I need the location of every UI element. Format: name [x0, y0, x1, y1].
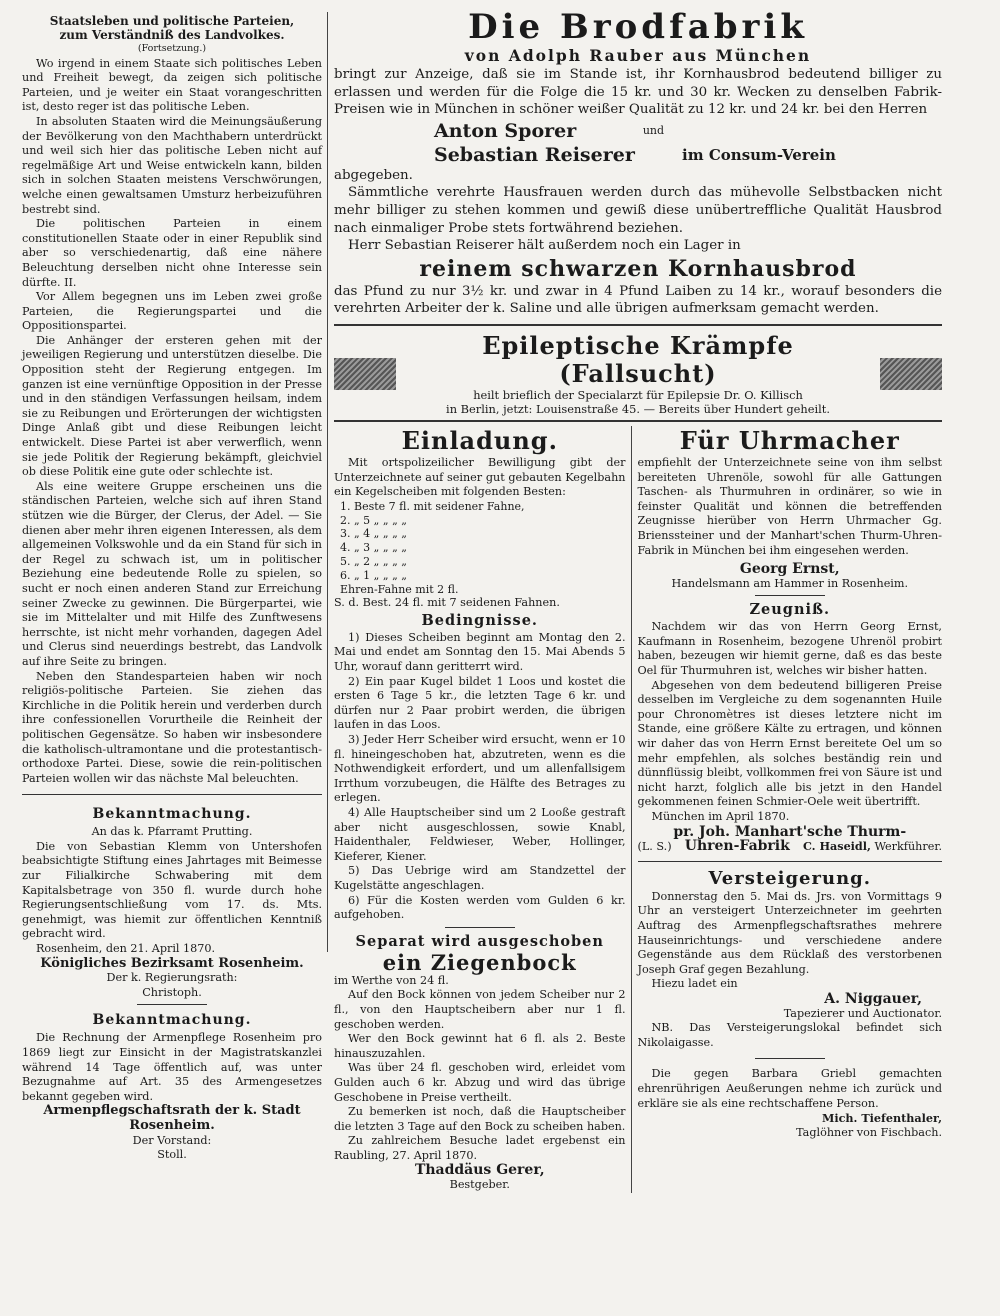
brod-und: und: [642, 123, 665, 137]
article-subtitle: zum Verständniß des Landvolkes.: [59, 28, 285, 42]
woodcut-ornament-right: [880, 358, 942, 390]
notice-role: Der k. Regierungsrath:: [106, 971, 238, 985]
epilepsy-text: in Berlin, jetzt: Louisenstraße 45. — Bereits über Hundert geheilt.: [446, 401, 830, 416]
retraction-text: Die gegen Barbara Griebl gemachten ehrenrührigen Aeußerungen nehme ich zurück und erkläre sie als eine rechtschaffene Person.: [637, 1067, 942, 1110]
notice-title: Bekanntmachung.: [92, 1012, 252, 1029]
foreman-name: C. Haseidl,: [802, 839, 871, 854]
two-column-ads: [334, 426, 942, 1193]
brod-name: Sebastian Reiserer: [434, 143, 635, 166]
goat-text: Zu bemerken ist noch, daß die Hauptscheiber die letzten 3 Tage auf den Bock zu scheiben haben.: [334, 1105, 626, 1133]
article-paragraph: Neben den Standesparteien haben wir noch religiös-politische Parteien. Sie ziehen das Kirchliche in die Politik herein und verderben durch ihre confessionellen Vorurtheile die Reinheit der politischen Gegensätze. So haben wir insbesondere die katholisch-ultramontane und die protestantisch-orthodoxe Partei. Diese, sowie die rein-politischen Parteien wollen wir das nächste Mal beleuchten.: [22, 669, 322, 785]
goat-text: Zu zahlreichem Besuche ladet ergebenst ein Raubling, 27. April 1870.: [334, 1134, 626, 1162]
condition-item: 3) Jeder Herr Scheiber wird ersucht, wenn er 10 fl. hineingeschoben hat, abzutreten, wenn es die Nothwendigkeit erfordert, und um allenfallsigem Irrthum vorzubeugen, die Hälfte des Betrages zu erlegen.: [334, 733, 626, 805]
article-title: Staatsleben und politische Parteien,: [49, 14, 295, 28]
firm-line: [638, 839, 942, 855]
prize-item: 4. „ 3 „ „ „ „: [340, 541, 407, 555]
einladung-intro: Mit ortspolizeilicher Bewilligung gibt der Unterzeichnete auf seiner gut gebauten Kegelbahn ein Kegelscheiben mit folgenden Besten:: [334, 455, 626, 499]
uhrmacher-column: [631, 426, 942, 1193]
notice-addressee: An das k. Pfarramt Prutting.: [91, 825, 253, 839]
brod-text: bringt zur Anzeige, daß sie im Stande ist, ihr Kornhausbrod bedeutend billiger zu erlassen und werden für die Folge die 15 kr. und 30 kr. Wecken zu denselben Fabrik-Preisen wie in München in schöner weißer Qualität zu 12 kr. und 24 kr. bei den Herren: [334, 67, 942, 118]
uhrmacher-name: Georg Ernst,: [739, 561, 840, 578]
divider: [445, 927, 515, 928]
versteigerung-title: Versteigerung.: [708, 867, 872, 889]
condition-item: 4) Alle Hauptscheiber sind um 2 Looße gestraft aber nicht ausgeschlossen, sowie Knabl, Haidenthaler, Feldwieser, Weber, Hollinger, Kieferer, Kiener.: [334, 806, 626, 863]
brod-title: Die Brodfabrik: [468, 7, 808, 47]
notice-title: Bekanntmachung.: [92, 806, 252, 823]
article-paragraph: Die politischen Parteien in einem constitutionellen Staate oder in einer Republik sind aber so verschiedenartig, daß eine nähere Beleuchtung derselben nicht ohne Interesse sein dürfte. II.: [22, 217, 322, 289]
article-paragraph: In absoluten Staaten wird die Meinungsäußerung der Bevölkerung von den Machthabern unterdrückt und weil sich hier das politische Leben nicht auf regelmäßige Art und Weise entwickeln kann, bilden sich in solchen Staaten meistens Verschwörungen, welche einen gewaltsamen Umsturz herbeizuführen bestrebt sind.: [22, 114, 322, 216]
condition-item: 5) Das Uebrige wird am Standzettel der Kugelstätte angeschlagen.: [334, 864, 626, 892]
column-rule: [327, 12, 328, 952]
goat-text: Wer den Bock gewinnt hat 6 fl. als 2. Beste hinauszuzahlen.: [334, 1032, 626, 1060]
versteigerung-text: Donnerstag den 5. Mai ds. Jrs. von Vormittags 9 Uhr an versteigert Unterzeichneter im geehrten Auftrag des Armenpflegschaftsrathes mehrere Hauseinrichtungs- und verschiedene andere Gegenstände aus dem Rücklaß des verstorbenen Joseph Graf gegen Bezahlung.: [637, 889, 942, 976]
conditions-title: Bedingnisse.: [421, 611, 538, 629]
zeugnis-text: Nachdem wir das von Herrn Georg Ernst, Kaufmann in Rosenheim, bezogene Uhrenöl probirt haben, bezeugen wir hiemit gerne, daß es das beste Oel für Thurmuhren ist, welches wir bisher hatten.: [637, 620, 942, 678]
prize-item: 6. „ 1 „ „ „ „: [340, 568, 407, 582]
uhrmacher-text: empfiehlt der Unterzeichnete seine von ihm selbst bereiteten Uhrenöle, sowohl für alle Gattungen Taschen- als Thurmuhren in ordinärer, so wie in feinster Qualität und können die betreffenden Zeugnisse hierüber von Herrn Uhrmacher Gg. Brienssteiner und der Manhart'schen Thurm-Uhren-Fabrik in München bei ihm eingesehen werden.: [637, 455, 942, 557]
versteigerung-invite: Hiezu ladet ein: [651, 977, 738, 991]
divider: [334, 324, 942, 326]
notice-office: Königliches Bezirksamt Rosenheim.: [40, 955, 304, 971]
right-area: [334, 8, 942, 1193]
zeugnis-text: Abgesehen von dem bedeutend billigeren Preise desselben im Vergleiche zu dem sogenannten Huile pour Chronomètres ist dieses letztere nicht im Stande, eine größere Kälte zu ertragen, und können wir daher das von Herrn Ernst bereitete Oel um so mehr empfehlen, als solches beständig rein und dünnflüssig bleibt, vollkommen frei von Säure ist und nicht harzt, folglich alle bis jetzt in den Handel gekommenen feinen Schmier-Oele weit übertrifft.: [637, 678, 942, 809]
brod-subtitle: von Adolph Rauber aus München: [464, 46, 812, 65]
divider: [137, 1004, 207, 1005]
prize-summary: S. d. Best. 24 fl. mit 7 seidenen Fahnen.: [334, 596, 560, 610]
article-paragraph: Die Anhänger der ersteren gehen mit der jeweiligen Regierung und unterstützen dieselbe. Die Opposition steht der Regierung entgegen. Im ganzen ist eine vernünftige Opposition in der Presse und in den ständigen Verfassungen heilsam, indem sie zu Reibungen und Erörterungen der wichtigsten Dinge Anlaß gibt und diese Reibungen leicht entwickelt. Diese Partei ist aber verwerflich, wenn sie jede Politik der Regierung bekämpft, gleichviel ob diese Politik eine gute oder schlechte ist.: [22, 333, 322, 479]
brod-name: Anton Sporer: [434, 119, 577, 142]
notice-date: Rosenheim, den 21. April 1870.: [36, 942, 216, 956]
brod-text: Sämmtliche verehrte Hausfrauen werden durch das mühevolle Selbstbacken nicht mehr billiger zu stehen kommen und gewiß diese unübertreffliche Qualität Hausbrod nach einmaliger Probe stets fortwährend beziehen.: [334, 185, 942, 236]
prize-item: 1. Beste 7 fl. mit seidener Fahne,: [340, 499, 525, 513]
left-column: [22, 14, 322, 1163]
brod-text: abgegeben.: [334, 167, 413, 183]
goat-text: Auf den Bock können von jedem Scheiber nur 2 fl., von den Hauptscheibern aber nur 1 fl. geschoben werden.: [334, 988, 626, 1031]
auctioneer-name: A. Niggauer,: [824, 990, 922, 1007]
firm-name: pr. Joh. Manhart'sche Thurm-: [673, 823, 907, 840]
zeugnis-date: München im April 1870.: [651, 810, 790, 823]
prize-item: 5. „ 2 „ „ „ „: [340, 554, 407, 568]
retraction-role: Taglöhner von Fischbach.: [796, 1125, 942, 1139]
firm-name: Uhren-Fabrik: [684, 838, 790, 855]
woodcut-ornament-left: [334, 358, 396, 390]
einladung-signer: Thaddäus Gerer,: [414, 1162, 545, 1179]
brod-highlight: reinem schwarzen Kornhausbrod: [419, 255, 857, 282]
epilepsy-ad: [334, 332, 942, 416]
notice-signature: Stoll.: [157, 1148, 187, 1162]
einladung-title: Einladung.: [401, 425, 558, 455]
notice-signature: Christoph.: [142, 985, 202, 999]
divider: [22, 794, 322, 795]
divider: [755, 595, 825, 596]
notice-office: Armenpflegschaftsrath der k. Stadt Rosenheim.: [43, 1103, 301, 1133]
goat-title: ein Ziegenbock: [382, 949, 577, 975]
einladung-column: [334, 426, 631, 1193]
divider: [755, 1058, 825, 1059]
versteigerung-nb: NB. Das Versteigerungslokal befindet sich Nikolaigasse.: [637, 1021, 942, 1049]
condition-item: 1) Dieses Scheiben beginnt am Montag den 2. Mai und endet am Sonntag den 15. Mai Abends 5 Uhr, worauf dann geritterrt wird.: [334, 630, 626, 674]
goat-text: im Werthe von 24 fl.: [334, 973, 449, 987]
retraction-name: Mich. Tiefenthaler,: [821, 1111, 942, 1126]
article-paragraph: Wo irgend in einem Staate sich politisches Leben und Freiheit bewegt, da zeigen sich politische Parteien, und je weiter ein Staat vorangeschritten ist, desto reger ist das politische Leben.: [22, 56, 322, 114]
notice-role: Der Vorstand:: [132, 1133, 212, 1147]
condition-item: 6) Für die Kosten werden vom Gulden 6 kr. aufgehoben.: [334, 893, 626, 922]
article-paragraph: Vor Allem begegnen uns im Leben zwei große Parteien, die Regierungspartei und die Oppositionspartei.: [22, 290, 322, 333]
divider: [638, 861, 942, 862]
prize-item: 3. „ 4 „ „ „ „: [340, 527, 407, 541]
uhrmacher-role: Handelsmann am Hammer in Rosenheim.: [671, 576, 909, 590]
seal-mark: (L. S.): [637, 840, 672, 854]
goat-text: Was über 24 fl. geschoben wird, erleidet vom Gulden auch 6 kr. Abzug und wird das übrige Geschobene in Preise vertheilt.: [334, 1061, 626, 1104]
article-paragraph: Als eine weitere Gruppe erscheinen uns die ständischen Parteien, welche sich auf ihren Stand stützen wie die Bürger, der Clerus, der Adel. — Sie dienen aber mehr ihren eigenen Interessen, als dem allgemeinen Volkswohle und da ein Stand für sich in der Regel zu schwach ist, um in politischer Beziehung eine bedeutende Rolle zu spielen, so sucht er noch einen anderen Stand zur Erreichung seiner Zwecke zu gewinnen. Die Bürgerpartei, wie sie im Mittelalter und mit Hilfe des Zunftwesens herrschte, ist nicht mehr vorhanden, dagegen Adel und Clerus sind neuerdings bestrebt, das Landvolk auf ihre Seite zu bringen.: [22, 479, 322, 668]
epilepsy-title: Epileptische Krämpfe (Fallsucht): [482, 330, 794, 388]
zeugnis-title: Zeugniß.: [749, 601, 831, 619]
separate-title: Separat wird ausgeschoben: [355, 932, 604, 950]
auctioneer-role: Tapezierer und Auctionator.: [783, 1006, 942, 1020]
brod-names: [334, 119, 942, 167]
condition-item: 2) Ein paar Kugel bildet 1 Loos und kostet die ersten 6 Tage 5 kr., die letzten Tage 6 kr. und dürfen nur 2 Paar probirt werden, die übrigen laufen in das Loos.: [334, 674, 626, 732]
brod-text: das Pfund zu nur 3½ kr. und zwar in 4 Pfund Laiben zu 14 kr., worauf besonders die verehrten Arbeiter der k. Saline und alle übrigen aufmerksam gemacht werden.: [334, 283, 942, 317]
einladung-signer-role: Bestgeber.: [449, 1178, 510, 1192]
notice-body: Die von Sebastian Klemm von Untershofen beabsichtigte Stiftung eines Jahrtages mit Beimesse zur Filialkirche Schwabering mit dem Kapitalsbetrage von 350 fl. wurde durch hohe Regierungsentschließung vom 17. ds. Mts. genehmigt, was hiemit zur öffentlichen Kenntniß gebracht wird.: [22, 839, 322, 941]
brod-place: im Consum-Verein: [682, 145, 836, 164]
prize-item: Ehren-Fahne mit 2 fl.: [340, 582, 459, 596]
prize-item: 2. „ 5 „ „ „ „: [340, 513, 407, 527]
article-continuation: (Fortsetzung.): [137, 43, 207, 54]
brod-text: Herr Sebastian Reiserer hält außerdem noch ein Lager in: [348, 238, 741, 254]
notice-body: Die Rechnung der Armenpflege Rosenheim pro 1869 liegt zur Einsicht in der Magistratskanzlei während 14 Tage öffentlich auf, was unter Bezugnahme auf Art. 35 des Armengesetzes bekannt gegeben wird.: [22, 1031, 322, 1103]
epilepsy-text: heilt brieflich der Specialarzt für Epilepsie Dr. O. Killisch: [473, 387, 803, 402]
divider: [334, 420, 942, 422]
foreman-role: Werkführer.: [874, 840, 942, 854]
uhrmacher-title: Für Uhrmacher: [679, 425, 900, 455]
